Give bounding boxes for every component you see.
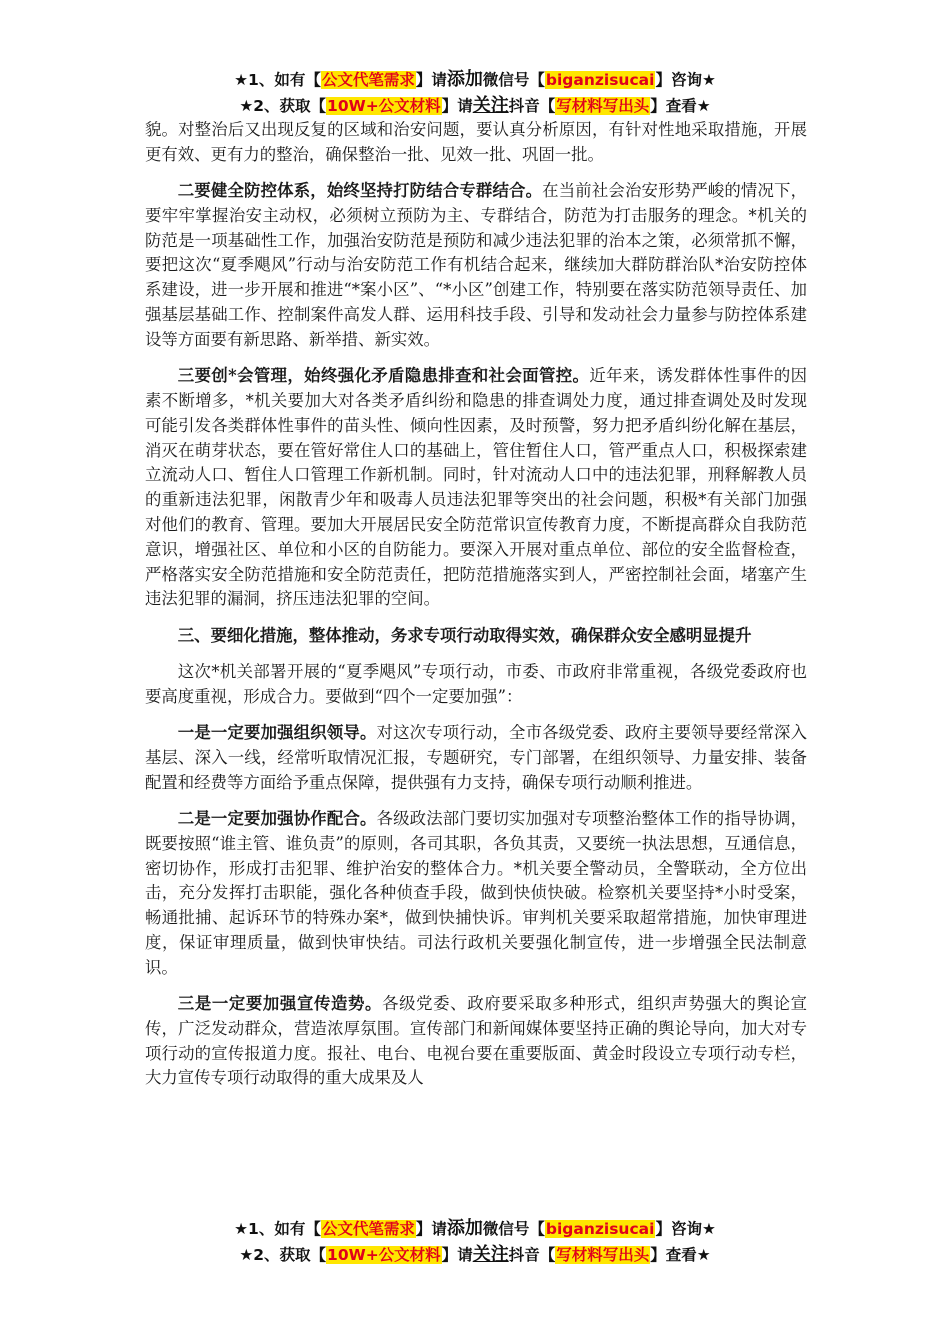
highlight-douyin-account: 写材料写出头 [556, 97, 650, 115]
promo-banner-bottom [0, 1216, 950, 1268]
paragraph-lead: 一是一定要加强组织领导。 [177, 723, 377, 743]
highlight-wechat-id: biganzisucai [545, 1220, 655, 1238]
paragraph-lead: 三是一定要加强宣传造势。 [177, 994, 383, 1013]
paragraph: 一是一定要加强组织领导。对这次专项行动，全市各级党委、政府主要领导要经常深入基层、深入一线，经常听取情况汇报，专题研究，专门部署，在组织领导、力量安排、装备配置和经费等方面给予重点保障，提供强有力支持，确保专项行动顺利推进。 [145, 723, 807, 792]
section-heading: 三、要细化措施，整体推动，务求专项行动取得实效，确保群众安全感明显提升 [177, 625, 752, 645]
emphasis-add: 添加 [446, 1218, 483, 1239]
paragraph: 三是一定要加强宣传造势。各级党委、政府要采取多种形式，组织声势强大的舆论宣传，广泛发动群众，营造浓厚氛围。宣传部门和新闻媒体要坚持正确的舆论导向，加大对专项行动的宣传报道力度。报社、电台、电视台要在重要版面、黄金时段设立专项行动专栏，大力宣传专项行动取得的重大成果及人 [145, 994, 808, 1088]
highlight-materials: 10W+公文材料 [327, 1246, 441, 1264]
paragraph-lead: 二是一定要加强协作配合。 [177, 808, 377, 828]
highlight-wechat-id: biganzisucai [545, 71, 655, 89]
promo-line-1: ★1、如有【公文代笔需求】请添加微信号【biganzisucai】咨询★ [234, 69, 716, 90]
highlight-service: 公文代笔需求 [321, 71, 415, 89]
emphasis-follow: 关注 [472, 95, 509, 116]
highlight-service: 公文代笔需求 [321, 1220, 415, 1238]
paragraph: 二要健全防控体系，始终坚持打防结合专群结合。在当前社会治安形势严峻的情况下，要牢牢掌握治安主动权，必须树立预防为主、专群结合，防范为打击服务的理念。*机关的防范是一项基础性工作，加强治安防范是预防和减少违法犯罪的治本之策，必须常抓不懈，要把这次“夏季飓风”行动与治安防范工作有机结合起来，继续加大群防群治队*治安防控体系建设，进一步开展和推进“*案小区”、“*小区”创建工作，特别要在落实防范领导责任、加强基层基础工作、控制案件高发人群、运用科技手段、引导和发动社会力量参与防控体系建设等方面要有新思路、新举措、新实效。 [145, 181, 807, 349]
paragraph: 三要创*会管理，始终强化矛盾隐患排查和社会面管控。近年来，诱发群体性事件的因素不断增多，*机关要加大对各类矛盾纠纷和隐患的排查调处力度，通过排查调处及时发现可能引发各类群体性事件的苗头性、倾向性因素，及时预警，努力把矛盾纠纷化解在基层，消灭在萌芽状态，要在管好常住人口的基础上，管住暂住人口，管严重点人口，积极探索建立流动人口、暂住人口管理工作新机制。同时，针对流动人口中的违法犯罪，刑释解教人员的重新违法犯罪，闲散青少年和吸毒人员违法犯罪等突出的社会问题，积极*有关部门加强对他们的教育、管理。要加大开展居民安全防范常识宣传教育力度，不断提高群众自我防范意识，增强社区、单位和小区的自防能力。要深入开展对重点单位、部位的安全监督检查，严格落实安全防范措施和安全防范责任，把防范措施落实到人，严密控制社会面，堵塞产生违法犯罪的漏洞，挤压违法犯罪的空间。 [145, 366, 808, 609]
paragraph-lead: 二要健全防控体系，始终坚持打防结合专群结合。 [177, 181, 543, 201]
promo-line-2: ★2、获取【10W+公文材料】请关注抖音【写材料写出头】查看★ [239, 1244, 711, 1265]
paragraph: 二是一定要加强协作配合。各级政法部门要切实加强对专项整治整体工作的指导协调，既要按照“谁主管、谁负责”的原则，各司其职，各负其责，又要统一执法思想，互通信息，密切协作，形成打击犯罪、维护治安的整体合力。*机关要全警动员，全警联动，全方位出击，充分发挥打击职能，强化各种侦查手段，做到快侦快破。检察机关要坚持*小时受案，畅通批捕、起诉环节的特殊办案*，做到快捕快诉。审判机关要采取超常措施，加快审理进度，保证审理质量，做到快审快结。司法行政机关要强化制宣传，进一步增强全民法制意识。 [145, 808, 807, 977]
highlight-douyin-account: 写材料写出头 [556, 1246, 650, 1264]
paragraph: 这次*机关部署开展的“夏季飓风”专项行动，市委、市政府非常重视，各级党委政府也要高度重视，形成合力。要做到“四个一定要加强”： [145, 661, 807, 706]
promo-banner-top [0, 67, 950, 119]
document-body [145, 118, 807, 1103]
emphasis-add: 添加 [446, 69, 483, 90]
highlight-materials: 10W+公文材料 [327, 97, 441, 115]
paragraph-lead: 三要创*会管理，始终强化矛盾隐患排查和社会面管控。 [177, 366, 590, 386]
promo-line-2: ★2、获取【10W+公文材料】请关注抖音【写材料写出头】查看★ [239, 95, 711, 116]
promo-line-1: ★1、如有【公文代笔需求】请添加微信号【biganzisucai】咨询★ [234, 1218, 716, 1239]
paragraph: 貌。对整治后又出现反复的区域和治安问题，要认真分析原因，有针对性地采取措施，开展更有效、更有力的整治，确保整治一批、见效一批、巩固一批。 [145, 120, 807, 164]
emphasis-follow: 关注 [472, 1244, 509, 1265]
